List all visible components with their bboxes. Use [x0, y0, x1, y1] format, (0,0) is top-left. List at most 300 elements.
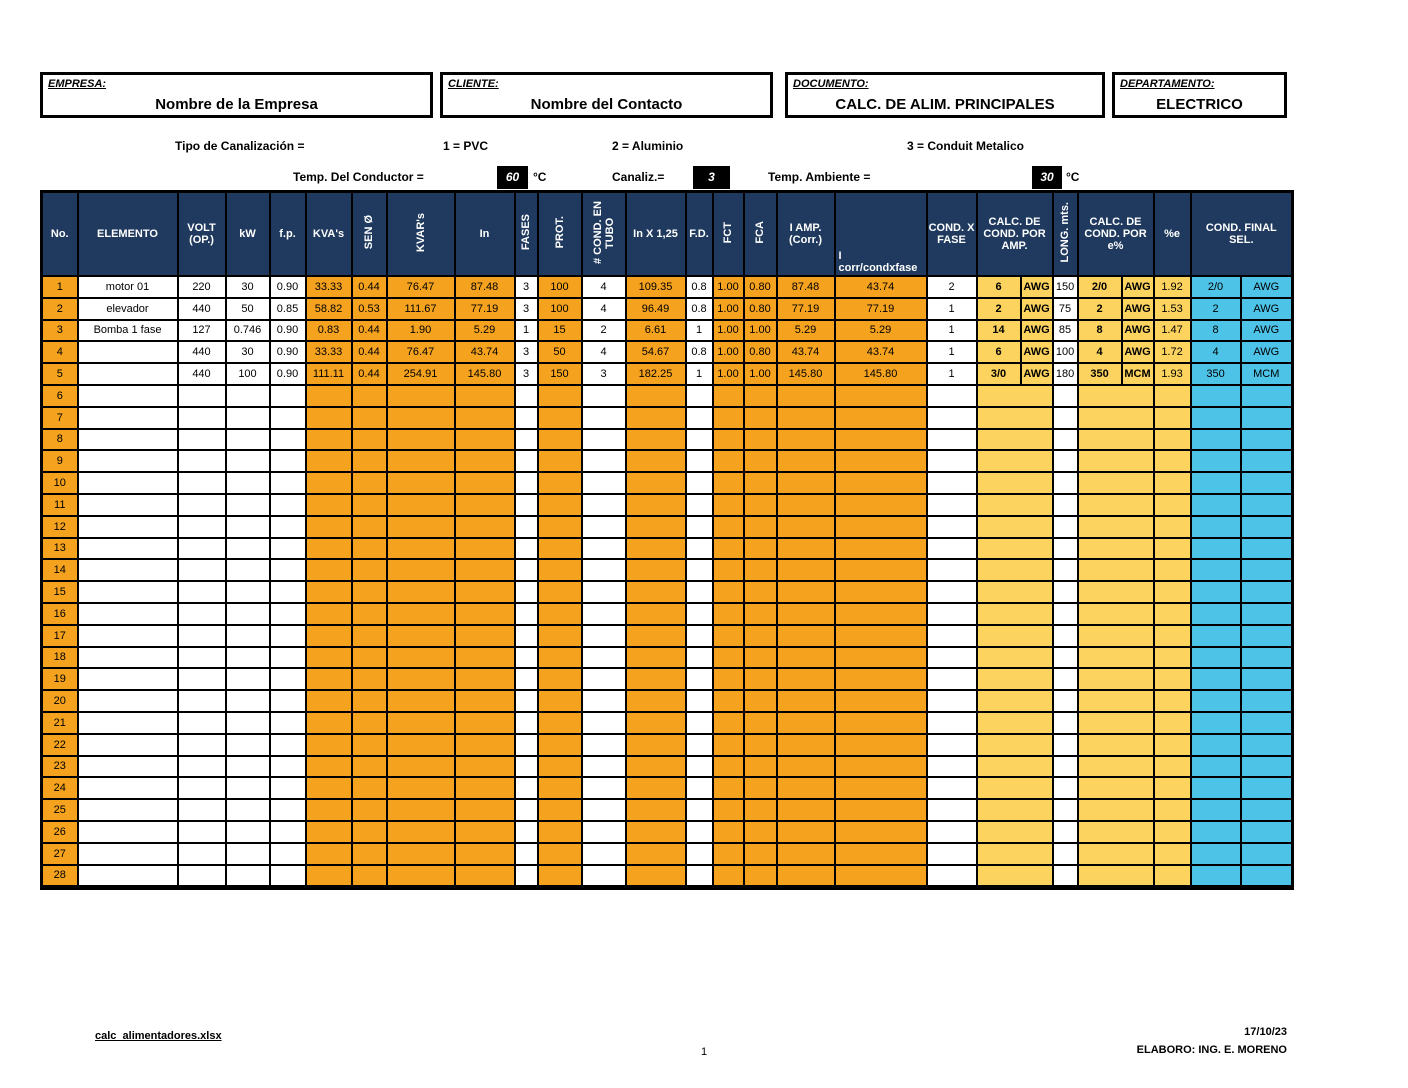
cell-condtubo — [582, 407, 626, 429]
cell-pe — [1154, 516, 1191, 538]
cell-icorr — [835, 385, 927, 407]
cell-final_n — [1191, 843, 1241, 865]
cell-condtubo: 4 — [582, 341, 626, 363]
cell-inx — [626, 472, 686, 494]
cell-final_u — [1241, 799, 1293, 821]
cliente-box — [440, 72, 773, 118]
cell-long: 85 — [1053, 320, 1078, 342]
cell-in — [455, 559, 515, 581]
table-row — [42, 668, 1293, 690]
cell-sen — [352, 843, 387, 865]
col-header-in-x-125: In X 1,25 — [626, 192, 686, 277]
cell-volt — [178, 625, 226, 647]
table-row — [42, 603, 1293, 625]
cell-iamp — [777, 385, 835, 407]
cell-kw — [226, 668, 270, 690]
cell-no: 28 — [42, 865, 78, 888]
cell-condtubo — [582, 450, 626, 472]
cell-final_u — [1241, 777, 1293, 799]
cell-final_u — [1241, 843, 1293, 865]
cell-fases — [515, 581, 538, 603]
cell-inx — [626, 450, 686, 472]
cell-kw — [226, 407, 270, 429]
cell-in — [455, 647, 515, 669]
cell-kw — [226, 494, 270, 516]
cell-no: 5 — [42, 363, 78, 385]
cell-fct — [713, 472, 744, 494]
cell-prot — [538, 516, 582, 538]
cell-calc_e_n — [1078, 581, 1154, 603]
cell-elemento — [78, 865, 178, 888]
table-row — [42, 320, 1293, 342]
cell-long — [1053, 450, 1078, 472]
cell-fct — [713, 450, 744, 472]
cell-pe — [1154, 385, 1191, 407]
cell-final_u: AWG — [1241, 320, 1293, 342]
cell-fca — [744, 407, 777, 429]
cell-kvars — [387, 668, 455, 690]
cell-no: 27 — [42, 843, 78, 865]
table-row — [42, 538, 1293, 560]
cell-final_u — [1241, 429, 1293, 451]
cell-inx: 54.67 — [626, 341, 686, 363]
cell-kvars — [387, 385, 455, 407]
cell-icorr: 145.80 — [835, 363, 927, 385]
cell-fp — [270, 799, 306, 821]
cell-iamp — [777, 472, 835, 494]
cell-volt — [178, 799, 226, 821]
cell-inx — [626, 581, 686, 603]
cell-volt — [178, 407, 226, 429]
cell-icorr — [835, 494, 927, 516]
cell-kvars — [387, 777, 455, 799]
cell-in — [455, 429, 515, 451]
col-header-kvas: KVA's — [306, 192, 352, 277]
cell-volt — [178, 821, 226, 843]
table-row — [42, 341, 1293, 363]
footer-date: 17/10/23 — [1244, 1026, 1287, 1038]
cell-elemento — [78, 494, 178, 516]
cell-condxfase — [927, 843, 977, 865]
cell-no: 20 — [42, 690, 78, 712]
cell-calc_amp_n — [977, 538, 1053, 560]
cell-kvars: 76.47 — [387, 276, 455, 298]
cell-icorr — [835, 450, 927, 472]
cell-inx — [626, 625, 686, 647]
cell-elemento — [78, 625, 178, 647]
cell-final_u: AWG — [1241, 276, 1293, 298]
cell-long — [1053, 799, 1078, 821]
cell-inx — [626, 821, 686, 843]
cell-icorr — [835, 777, 927, 799]
cell-prot — [538, 494, 582, 516]
cell-sen — [352, 756, 387, 778]
cell-kvars — [387, 734, 455, 756]
cell-in — [455, 756, 515, 778]
cell-calc_amp_n — [977, 494, 1053, 516]
cell-calc_amp_n — [977, 865, 1053, 888]
col-header-calc-cond-por-amp: CALC. DE COND. POR AMP. — [977, 192, 1053, 277]
cell-fca: 1.00 — [744, 320, 777, 342]
cell-prot — [538, 625, 582, 647]
cell-kvas — [306, 777, 352, 799]
table-row — [42, 298, 1293, 320]
cell-calc_amp_n: 6 — [977, 276, 1021, 298]
table-row — [42, 516, 1293, 538]
cell-kw — [226, 712, 270, 734]
table-row — [42, 429, 1293, 451]
cell-inx — [626, 799, 686, 821]
cell-fd — [686, 756, 713, 778]
temp-conductor-value-box: 60 — [497, 166, 528, 189]
cell-condxfase — [927, 647, 977, 669]
cell-final_u — [1241, 385, 1293, 407]
cell-condtubo — [582, 690, 626, 712]
cell-kvars — [387, 603, 455, 625]
cell-kvars: 111.67 — [387, 298, 455, 320]
cell-iamp — [777, 756, 835, 778]
cell-icorr — [835, 690, 927, 712]
cell-fd — [686, 472, 713, 494]
cell-fca — [744, 668, 777, 690]
cell-in: 145.80 — [455, 363, 515, 385]
cell-fases — [515, 756, 538, 778]
table-row — [42, 799, 1293, 821]
cell-final_n: 350 — [1191, 363, 1241, 385]
cell-fca — [744, 538, 777, 560]
cell-sen: 0.44 — [352, 320, 387, 342]
cell-condtubo — [582, 538, 626, 560]
cell-fca — [744, 385, 777, 407]
cell-pe — [1154, 799, 1191, 821]
cell-fd — [686, 777, 713, 799]
table-row — [42, 821, 1293, 843]
cell-condtubo — [582, 581, 626, 603]
cell-iamp — [777, 407, 835, 429]
cell-fd — [686, 603, 713, 625]
cell-in — [455, 843, 515, 865]
cell-fct — [713, 668, 744, 690]
cell-inx — [626, 559, 686, 581]
cell-kw — [226, 756, 270, 778]
table-row — [42, 734, 1293, 756]
cell-fct — [713, 777, 744, 799]
cell-no: 13 — [42, 538, 78, 560]
cell-fca — [744, 821, 777, 843]
cell-icorr: 77.19 — [835, 298, 927, 320]
cell-prot — [538, 690, 582, 712]
cell-fct — [713, 734, 744, 756]
cell-prot — [538, 603, 582, 625]
cell-condxfase — [927, 865, 977, 888]
cell-calc_amp_n — [977, 429, 1053, 451]
cell-no: 4 — [42, 341, 78, 363]
cell-inx — [626, 756, 686, 778]
cell-in: 43.74 — [455, 341, 515, 363]
cell-in — [455, 494, 515, 516]
cell-condtubo — [582, 647, 626, 669]
cell-kvars — [387, 516, 455, 538]
cell-condtubo — [582, 559, 626, 581]
cell-no: 9 — [42, 450, 78, 472]
cell-fca — [744, 625, 777, 647]
cell-volt — [178, 385, 226, 407]
temp-ambiente-unit: °C — [1066, 170, 1080, 184]
cell-iamp — [777, 603, 835, 625]
cell-in — [455, 865, 515, 888]
cell-sen — [352, 429, 387, 451]
cell-sen — [352, 385, 387, 407]
cell-calc_e_n — [1078, 777, 1154, 799]
cell-icorr — [835, 821, 927, 843]
cell-pe — [1154, 647, 1191, 669]
cell-calc_e_n — [1078, 450, 1154, 472]
cell-calc_amp_n — [977, 843, 1053, 865]
col-header-fct: FCT — [713, 192, 744, 277]
cell-calc_e_n — [1078, 712, 1154, 734]
cell-fca: 0.80 — [744, 341, 777, 363]
cell-kvas — [306, 647, 352, 669]
temp-conductor-unit: °C — [533, 170, 547, 184]
cell-no: 23 — [42, 756, 78, 778]
cell-condtubo — [582, 603, 626, 625]
col-header-in: In — [455, 192, 515, 277]
cell-final_n — [1191, 494, 1241, 516]
cell-final_n — [1191, 603, 1241, 625]
cell-volt: 127 — [178, 320, 226, 342]
cell-elemento — [78, 603, 178, 625]
cell-prot — [538, 450, 582, 472]
cell-inx — [626, 516, 686, 538]
cell-icorr — [835, 581, 927, 603]
cell-elemento — [78, 385, 178, 407]
cell-in — [455, 450, 515, 472]
cell-calc_e_n — [1078, 559, 1154, 581]
cell-kw — [226, 581, 270, 603]
cell-kvas: 111.11 — [306, 363, 352, 385]
footer-author: ELABORO: ING. E. MORENO — [1136, 1044, 1287, 1056]
cell-fases — [515, 559, 538, 581]
cell-fct — [713, 516, 744, 538]
cell-sen — [352, 538, 387, 560]
cell-fases: 3 — [515, 341, 538, 363]
cell-pe: 1.47 — [1154, 320, 1191, 342]
cell-pe — [1154, 450, 1191, 472]
cell-prot — [538, 559, 582, 581]
col-header-kw: kW — [226, 192, 270, 277]
cell-kvars — [387, 538, 455, 560]
cell-kvas — [306, 494, 352, 516]
cell-fct — [713, 647, 744, 669]
cell-condxfase — [927, 668, 977, 690]
cell-fp — [270, 450, 306, 472]
cell-calc_e_u: AWG — [1122, 298, 1154, 320]
cell-kvas — [306, 843, 352, 865]
cell-fp — [270, 777, 306, 799]
cell-fca — [744, 603, 777, 625]
cell-prot — [538, 777, 582, 799]
cell-icorr — [835, 603, 927, 625]
cell-sen — [352, 712, 387, 734]
cell-fca — [744, 516, 777, 538]
cell-fp — [270, 603, 306, 625]
table-row — [42, 494, 1293, 516]
cell-pe: 1.92 — [1154, 276, 1191, 298]
cell-final_u — [1241, 865, 1293, 888]
table-row — [42, 450, 1293, 472]
cell-inx: 109.35 — [626, 276, 686, 298]
cell-long — [1053, 647, 1078, 669]
cell-kvas — [306, 734, 352, 756]
cell-sen — [352, 472, 387, 494]
cell-fases — [515, 472, 538, 494]
cell-long — [1053, 777, 1078, 799]
cell-final_n — [1191, 538, 1241, 560]
cell-no: 12 — [42, 516, 78, 538]
cell-elemento: elevador — [78, 298, 178, 320]
cell-fct: 1.00 — [713, 341, 744, 363]
canalizacion-option-pvc: 1 = PVC — [443, 139, 489, 153]
cell-iamp — [777, 865, 835, 888]
cell-condxfase — [927, 516, 977, 538]
cell-iamp — [777, 538, 835, 560]
cell-fp — [270, 407, 306, 429]
cell-calc_amp_n — [977, 603, 1053, 625]
cell-calc_e_n: 2 — [1078, 298, 1122, 320]
cell-condxfase — [927, 559, 977, 581]
cell-calc_e_n — [1078, 472, 1154, 494]
cell-fca — [744, 494, 777, 516]
cell-condxfase — [927, 712, 977, 734]
cell-final_u — [1241, 625, 1293, 647]
cell-pe — [1154, 603, 1191, 625]
cell-iamp: 43.74 — [777, 341, 835, 363]
cell-condxfase — [927, 581, 977, 603]
cell-fca — [744, 734, 777, 756]
cell-fct — [713, 712, 744, 734]
cell-pe — [1154, 734, 1191, 756]
cell-final_n — [1191, 429, 1241, 451]
cell-condtubo — [582, 777, 626, 799]
cell-pe: 1.53 — [1154, 298, 1191, 320]
cell-fca — [744, 472, 777, 494]
cell-prot — [538, 538, 582, 560]
cell-calc_e_n — [1078, 865, 1154, 888]
cell-fp — [270, 843, 306, 865]
cell-no: 3 — [42, 320, 78, 342]
cell-final_n: 2 — [1191, 298, 1241, 320]
cell-elemento — [78, 668, 178, 690]
cell-in — [455, 799, 515, 821]
cell-kw — [226, 625, 270, 647]
cell-pe — [1154, 581, 1191, 603]
cell-pe — [1154, 777, 1191, 799]
cell-condtubo — [582, 472, 626, 494]
cell-iamp — [777, 734, 835, 756]
cell-condxfase — [927, 799, 977, 821]
cell-fp — [270, 494, 306, 516]
cell-kw: 100 — [226, 363, 270, 385]
cell-fases — [515, 625, 538, 647]
cell-long — [1053, 494, 1078, 516]
table-row — [42, 865, 1293, 888]
table-header-row — [42, 192, 1293, 277]
cell-no: 19 — [42, 668, 78, 690]
cell-fct — [713, 603, 744, 625]
cell-volt: 220 — [178, 276, 226, 298]
cell-icorr — [835, 516, 927, 538]
cell-volt — [178, 472, 226, 494]
documento-box — [785, 72, 1105, 118]
cell-long: 180 — [1053, 363, 1078, 385]
cell-fases: 3 — [515, 298, 538, 320]
cell-kvars: 76.47 — [387, 341, 455, 363]
cell-fp — [270, 756, 306, 778]
cell-condtubo — [582, 799, 626, 821]
cell-condxfase — [927, 821, 977, 843]
cell-fp — [270, 734, 306, 756]
table-row — [42, 276, 1293, 298]
cell-fd: 0.8 — [686, 341, 713, 363]
cell-condxfase — [927, 538, 977, 560]
cell-no: 18 — [42, 647, 78, 669]
cell-iamp: 77.19 — [777, 298, 835, 320]
cell-no: 22 — [42, 734, 78, 756]
cell-prot: 50 — [538, 341, 582, 363]
cell-kvas — [306, 581, 352, 603]
cell-condxfase: 1 — [927, 341, 977, 363]
cell-in — [455, 538, 515, 560]
cell-fp — [270, 668, 306, 690]
cell-elemento — [78, 581, 178, 603]
cell-final_u — [1241, 516, 1293, 538]
cell-inx — [626, 712, 686, 734]
cell-no: 24 — [42, 777, 78, 799]
cell-iamp — [777, 799, 835, 821]
cell-fases — [515, 712, 538, 734]
cell-kvars — [387, 625, 455, 647]
cell-fd — [686, 821, 713, 843]
cell-calc_e_n — [1078, 407, 1154, 429]
cell-prot — [538, 821, 582, 843]
cell-pe — [1154, 625, 1191, 647]
cell-long — [1053, 821, 1078, 843]
cell-fca — [744, 777, 777, 799]
cell-elemento — [78, 472, 178, 494]
cell-elemento — [78, 341, 178, 363]
cell-sen — [352, 581, 387, 603]
cell-kvas: 58.82 — [306, 298, 352, 320]
cell-fases — [515, 450, 538, 472]
cell-condxfase — [927, 407, 977, 429]
cell-volt — [178, 690, 226, 712]
cell-pe — [1154, 538, 1191, 560]
cell-fd — [686, 712, 713, 734]
cell-final_u — [1241, 450, 1293, 472]
cell-kvas — [306, 559, 352, 581]
col-header-fd: F.D. — [686, 192, 713, 277]
cell-icorr — [835, 538, 927, 560]
cell-sen: 0.44 — [352, 341, 387, 363]
cell-pe — [1154, 821, 1191, 843]
cell-final_n — [1191, 734, 1241, 756]
cell-volt — [178, 777, 226, 799]
cell-final_n: 2/0 — [1191, 276, 1241, 298]
departamento-box — [1112, 72, 1287, 118]
cell-long — [1053, 429, 1078, 451]
cell-fp — [270, 625, 306, 647]
cell-condxfase — [927, 472, 977, 494]
